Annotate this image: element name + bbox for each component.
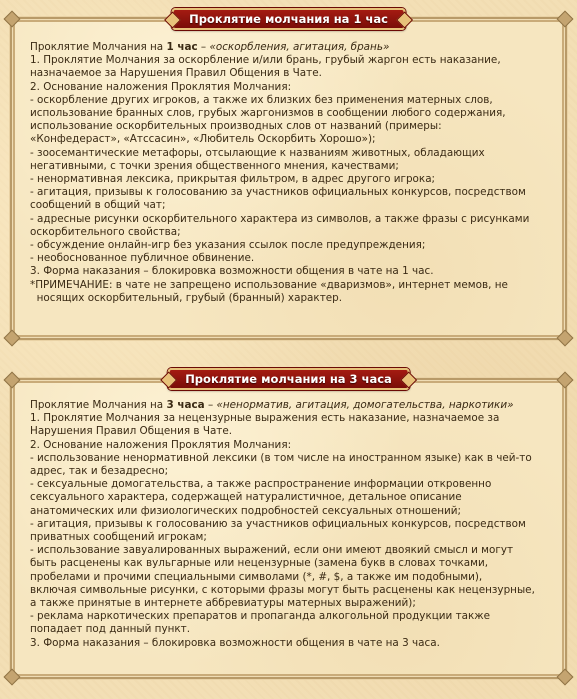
rule-line: - сексуальные домогательства, а также распространение информации откровенно — [30, 478, 492, 491]
rule-line: - зоосемантические метафоры, отсылающие к названиям животных, обладающих — [30, 146, 485, 159]
rule-line: 3. Форма наказания – блокировка возможности общения в чате на 1 час. — [30, 265, 434, 278]
corner-ornament — [4, 330, 21, 347]
rule-line: - ненормативная лексика, прикрытая фильтром, в адрес другого игрока; — [30, 173, 436, 186]
heading-duration: 1 час — [166, 41, 198, 53]
rule-line: анатомических или физиологических подробностей сексуальных отношений; — [30, 504, 462, 517]
rule-line: - агитация, призывы к голосованию за участников официальных конкурсов, посредством — [30, 186, 526, 199]
rule-line: 2. Основание наложения Проклятия Молчания: — [30, 80, 292, 93]
heading-prefix: Проклятие Молчания на — [30, 399, 167, 411]
corner-ornament — [4, 669, 21, 686]
rule-line: адрес, так и безадресно; — [30, 465, 169, 478]
rule-line: пробелами и прочими специальными символами (*, #, $, а также им подобными), — [30, 570, 483, 583]
rule-line: - использование завуалированных выражений, если они имеют двоякий смысл и могут — [30, 544, 514, 557]
rule-line: - агитация, призывы к голосованию за участников официальных конкурсов, посредством — [30, 517, 526, 530]
rule-line: а также принятые в интернете аббревиатуры матерных выражений); — [30, 597, 416, 610]
corner-ornament — [557, 11, 574, 28]
rule-line: оскорбительного свойства; — [30, 225, 181, 238]
rule-line: назначаемое за Нарушения Правил Общения в Чате. — [30, 67, 322, 80]
rule-line: сообщений в общий чат; — [30, 199, 166, 212]
rule-line: Нарушения Правил Общения в Чате. — [30, 425, 233, 438]
corner-ornament — [557, 372, 574, 389]
rule-line: - оскорбление других игроков, а также их близких без применения матерных слов, — [30, 93, 493, 106]
corner-ornament — [4, 11, 21, 28]
rule-line: - адресные рисунки оскорбительного характера из символов, а также фразы с рисунками — [30, 212, 530, 225]
rule-line: 1. Проклятие Молчания за оскорбление и/или брань, грубый жаргон есть наказание, — [30, 54, 501, 67]
section-heading — [30, 41, 551, 54]
rules-panel-3-hours — [10, 378, 567, 679]
rule-line: использование оскорбительных производных слов от названий (примеры: — [30, 120, 442, 133]
rule-line: негативными, с точки зрения общественного мнения, качествами; — [30, 159, 399, 172]
rule-line: использование бранных слов, грубых жаргонизмов в сообщении любого содержания, — [30, 107, 506, 120]
rules-panel-1-hour — [10, 17, 567, 340]
note-line: носящих оскорбительный, грубый (бранный) характер. — [30, 291, 343, 304]
rule-line: 1. Проклятие Молчания за нецензурные выражения есть наказание, назначаемое за — [30, 412, 500, 425]
heading-duration: 3 часа — [166, 399, 205, 411]
rule-line: - обсуждение онлайн-игр без указания ссылок после предупреждения; — [30, 239, 426, 252]
rule-line: быть расценены как вульгарные или нецензурные (замена букв в словах точками, — [30, 557, 489, 570]
heading-dash: – — [197, 41, 210, 53]
section-title-banner-3-hours: Проклятие молчания на 3 часа — [167, 368, 410, 390]
rules-text-3-hours — [30, 399, 551, 650]
rule-line: 3. Форма наказания – блокировка возможности общения в чате на 3 часа. — [30, 636, 440, 649]
heading-prefix: Проклятие Молчания на — [30, 41, 167, 53]
rule-line: попадает под данный пункт. — [30, 623, 191, 636]
rule-line: «Конфедераст», «Атссасин», «Любитель Оскорбить Хорошо»); — [30, 133, 376, 146]
heading-dash: – — [204, 399, 217, 411]
rule-line: приватных сообщений игрокам; — [30, 531, 207, 544]
rule-line: - необоснованное публичное обвинение. — [30, 252, 255, 265]
rule-line: включая символьные рисунки, с которыми фразы могут быть расценены как нецензурные, — [30, 583, 535, 596]
rule-line: 2. Основание наложения Проклятия Молчания: — [30, 438, 292, 451]
rules-text-1-hour — [30, 41, 551, 305]
heading-description: «ненорматив, агитация, домогательства, наркотики» — [216, 399, 514, 411]
heading-description: «оскорбления, агитация, брань» — [209, 41, 390, 53]
section-heading — [30, 399, 551, 412]
rule-line: - реклама наркотических препаратов и пропаганда алкогольной продукции также — [30, 610, 491, 623]
rule-line: сексуального характера, содержащей натуралистичное, детальное описание — [30, 491, 462, 504]
corner-ornament — [557, 330, 574, 347]
rule-line: - использование ненормативной лексики (в том числе на иностранном языке) как в чей-то — [30, 451, 532, 464]
corner-ornament — [4, 372, 21, 389]
section-title-banner-1-hour: Проклятие молчания на 1 час — [171, 8, 406, 30]
corner-ornament — [557, 669, 574, 686]
note-line: *ПРИМЕЧАНИЕ: в чате не запрещено использование «дваризмов», интернет мемов, не — [30, 278, 508, 291]
